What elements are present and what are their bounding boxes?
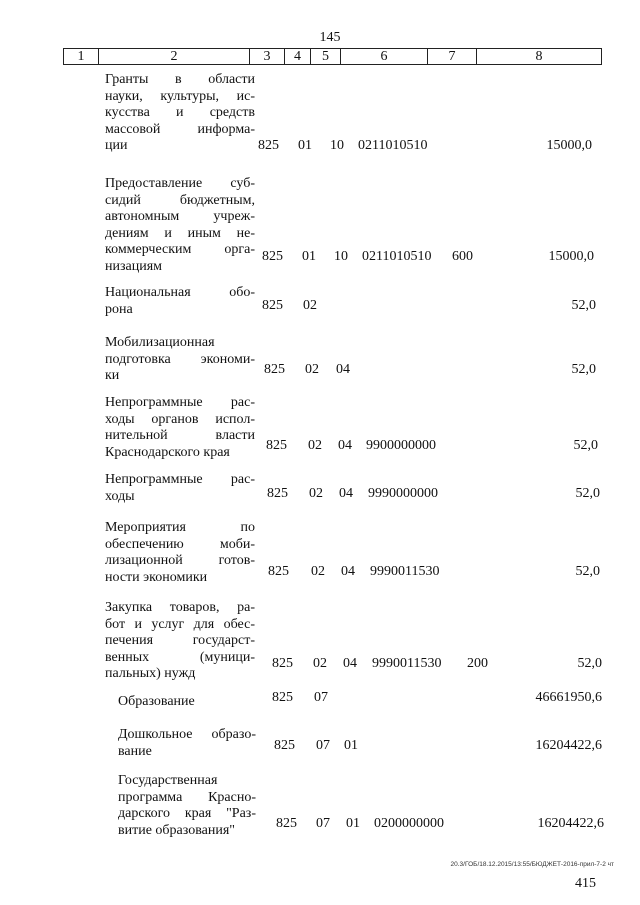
description-line: Дошкольное образо- (118, 727, 256, 742)
subsection-code: 04 (343, 656, 357, 671)
amount: 52,0 (571, 362, 596, 377)
section-code: 02 (313, 656, 327, 671)
description-line: Государственная (118, 773, 218, 788)
subsection-code: 10 (334, 249, 348, 264)
description-line: кусства и средств (105, 105, 255, 120)
description-line: венных (муници- (105, 649, 255, 665)
description-line: дарского края "Раз- (118, 806, 256, 821)
target-article-code: 0200000000 (374, 816, 444, 831)
description-line: Мобилизационная (105, 335, 215, 350)
row-description (118, 773, 256, 839)
description-line: Непрограммные рас- (105, 395, 255, 410)
target-article-code: 9900000000 (366, 438, 436, 453)
description-line: ходы (105, 488, 135, 504)
header-col-3: 3 (250, 49, 285, 65)
description-line: ции (105, 138, 128, 153)
row-description (105, 472, 255, 505)
amount: 52,0 (571, 298, 596, 313)
expense-type-code: 200 (467, 656, 488, 671)
subsection-code: 04 (341, 564, 355, 579)
admin-code: 825 (274, 738, 295, 753)
section-code: 02 (308, 438, 322, 453)
subsection-code: 04 (336, 362, 350, 377)
amount: 52,0 (577, 656, 602, 671)
description-line: нительной власти (105, 428, 255, 443)
admin-code: 825 (267, 486, 288, 501)
header-col-5: 5 (311, 49, 341, 65)
description-line: обеспечению моби- (105, 536, 255, 552)
description-line: рона (105, 301, 133, 317)
description-line: печения государст- (105, 633, 255, 648)
section-code: 02 (303, 298, 317, 313)
header-col-2: 2 (99, 49, 250, 65)
description-line: программа Красно- (118, 789, 256, 805)
description-line: ходы органов испол- (105, 411, 255, 427)
target-article-code: 0211010510 (358, 138, 428, 153)
admin-code: 825 (262, 249, 283, 264)
row-description (105, 335, 255, 385)
header-col-8: 8 (477, 49, 602, 65)
header-col-4: 4 (285, 49, 311, 65)
amount: 16204422,6 (537, 816, 604, 831)
row-description (105, 285, 255, 318)
section-code: 02 (309, 486, 323, 501)
description-line: ности экономики (105, 569, 208, 585)
section-code: 07 (316, 738, 330, 753)
amount: 15000,0 (548, 249, 594, 264)
row-description (105, 395, 255, 461)
admin-code: 825 (266, 438, 287, 453)
description-line: бот и услуг для обес- (105, 616, 255, 632)
description-line: подготовка экономи- (105, 351, 255, 367)
target-article-code: 9990000000 (368, 486, 438, 501)
description-line: Гранты в области (105, 72, 255, 87)
section-code: 02 (311, 564, 325, 579)
description-line: коммерческим орга- (105, 242, 255, 257)
description-line: массовой информа- (105, 121, 255, 137)
amount: 52,0 (575, 486, 600, 501)
description-line: автономным учреж- (105, 209, 255, 224)
description-line: сидий бюджетным, (105, 192, 255, 208)
row-description (105, 520, 255, 586)
admin-code: 825 (272, 656, 293, 671)
section-code: 07 (314, 690, 328, 705)
row-description (105, 600, 255, 683)
row-description (118, 694, 256, 711)
amount: 52,0 (575, 564, 600, 579)
description-line: Непрограммные рас- (105, 472, 255, 487)
header-col-6: 6 (341, 49, 428, 65)
admin-code: 825 (258, 138, 279, 153)
subsection-code: 01 (346, 816, 360, 831)
description-line: дениям и иным не- (105, 225, 255, 241)
admin-code: 825 (268, 564, 289, 579)
amount: 16204422,6 (535, 738, 602, 753)
target-article-code: 9990011530 (370, 564, 440, 579)
subsection-code: 04 (339, 486, 353, 501)
section-code: 01 (298, 138, 312, 153)
admin-code: 825 (262, 298, 283, 313)
subsection-code: 10 (330, 138, 344, 153)
column-header-table (63, 48, 602, 65)
section-code: 07 (316, 816, 330, 831)
page-number-top: 145 (319, 30, 341, 45)
description-line: лизационной готов- (105, 553, 255, 568)
description-line: Национальная обо- (105, 285, 255, 300)
subsection-code: 04 (338, 438, 352, 453)
description-line: Образование (118, 694, 195, 709)
expense-type-code: 600 (452, 249, 473, 264)
header-col-1: 1 (64, 49, 99, 65)
amount: 46661950,6 (535, 690, 602, 705)
target-article-code: 0211010510 (362, 249, 432, 264)
target-article-code: 9990011530 (372, 656, 442, 671)
description-line: Закупка товаров, ра- (105, 600, 255, 615)
row-description (105, 176, 255, 275)
description-line: витие образования" (118, 822, 235, 838)
amount: 15000,0 (546, 138, 592, 153)
admin-code: 825 (276, 816, 297, 831)
row-description (118, 727, 256, 760)
admin-code: 825 (272, 690, 293, 705)
description-line: науки, культуры, ис- (105, 88, 255, 104)
header-col-7: 7 (428, 49, 477, 65)
amount: 52,0 (573, 438, 598, 453)
row-description (105, 72, 255, 155)
description-line: низациям (105, 258, 163, 274)
page-number-bottom: 415 (575, 876, 596, 891)
description-line: Мероприятия по (105, 520, 255, 535)
description-line: Краснодарского края (105, 444, 230, 460)
description-line: пальных) нужд (105, 666, 196, 681)
section-code: 01 (302, 249, 316, 264)
section-code: 02 (305, 362, 319, 377)
description-line: вание (118, 743, 152, 759)
description-line: ки (105, 368, 120, 383)
admin-code: 825 (264, 362, 285, 377)
description-line: Предоставление суб- (105, 176, 255, 191)
subsection-code: 01 (344, 738, 358, 753)
footer-file-code: 20.3/ГОБ/18.12.2015/13:55/БЮДЖЕТ-2016-прил-7-2 чт (450, 861, 614, 868)
